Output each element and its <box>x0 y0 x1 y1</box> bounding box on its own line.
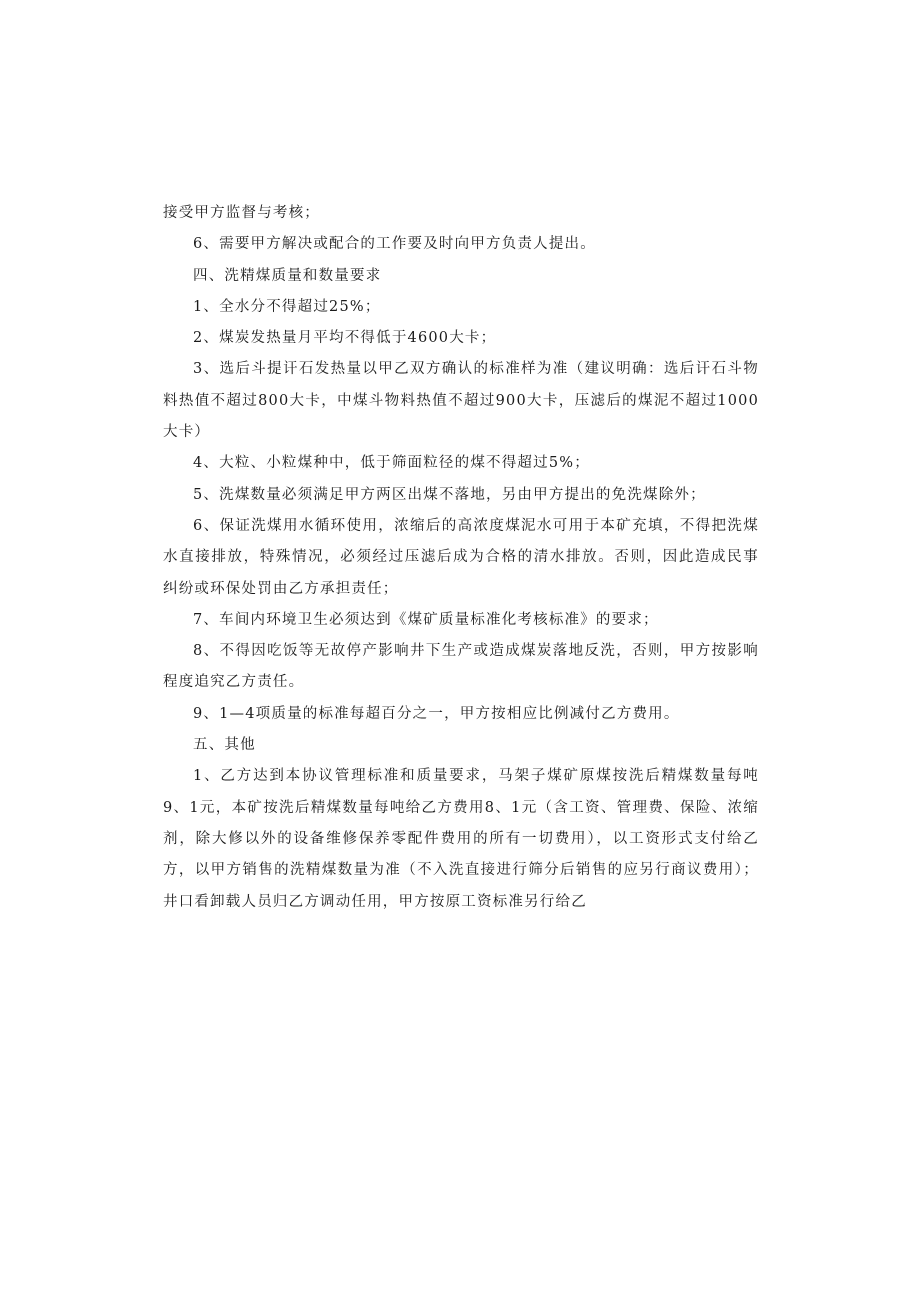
paragraph-item-7-hygiene: 7、车间内环境卫生必须达到《煤矿质量标准化考核标准》的要求； <box>193 611 659 628</box>
paragraph-item-9-penalty: 9、1—4项质量的标准每超百分之一，甲方按相应比例减付乙方费用。 <box>193 705 680 722</box>
paragraph-item-1-moisture: 1、全水分不得超过25%； <box>193 298 381 315</box>
paragraph-item-1-fees: 1、乙方达到本协议管理标准和质量要求，马架子煤矿原煤按洗后精煤数量每吨9、1元，本矿按洗后精煤数量每吨给乙方费用8、1元（含工资、管理费、保险、浓缩剂，除大修以外的设备维修保养零配件费用的所有一切费用），以工资形式支付给乙方，以甲方销售的洗精煤数量为准（不入洗直接进行筛分后销售的应另行商议费用）；井口看卸载人员归乙方调动任用，甲方按原工资标准另行给乙 <box>163 768 759 910</box>
section-heading-4: 四、洗精煤质量和数量要求 <box>193 267 382 284</box>
paragraph-item-2-heat: 2、煤炭发热量月平均不得低于4600大卡； <box>193 330 497 347</box>
paragraph-item-6-water: 6、保证洗煤用水循环使用，浓缩后的高浓度煤泥水可用于本矿充填，不得把洗煤水直接排放，特殊情况，必须经过压滤后成为合格的清水排放。否则，因此造成民事纠纷或环保处罚由乙方承担责任； <box>163 517 759 597</box>
paragraph-item-4-particle: 4、大粒、小粒煤种中，低于筛面粒径的煤不得超过5%； <box>193 455 590 472</box>
document-body <box>163 198 759 918</box>
paragraph-item-8-downtime: 8、不得因吃饭等无故停产影响井下生产或造成煤炭落地反洗，否则，甲方按影响程度追究乙方责任。 <box>163 643 759 691</box>
paragraph-continuation: 接受甲方监督与考核； <box>163 205 320 221</box>
section-heading-5: 五、其他 <box>193 737 256 754</box>
paragraph-item-6-report: 6、需要甲方解决或配合的工作要及时向甲方负责人提出。 <box>193 236 596 253</box>
paragraph-item-5-quantity: 5、洗煤数量必须满足甲方两区出煤不落地，另由甲方提出的免洗煤除外； <box>193 486 706 503</box>
paragraph-item-3-gangue: 3、选后斗提讦石发热量以甲乙双方确认的标准样为准（建议明确：选后讦石斗物料热值不超过800大卡，中煤斗物料热值不超过900大卡，压滤后的煤泥不超过1000大卡） <box>163 361 759 441</box>
